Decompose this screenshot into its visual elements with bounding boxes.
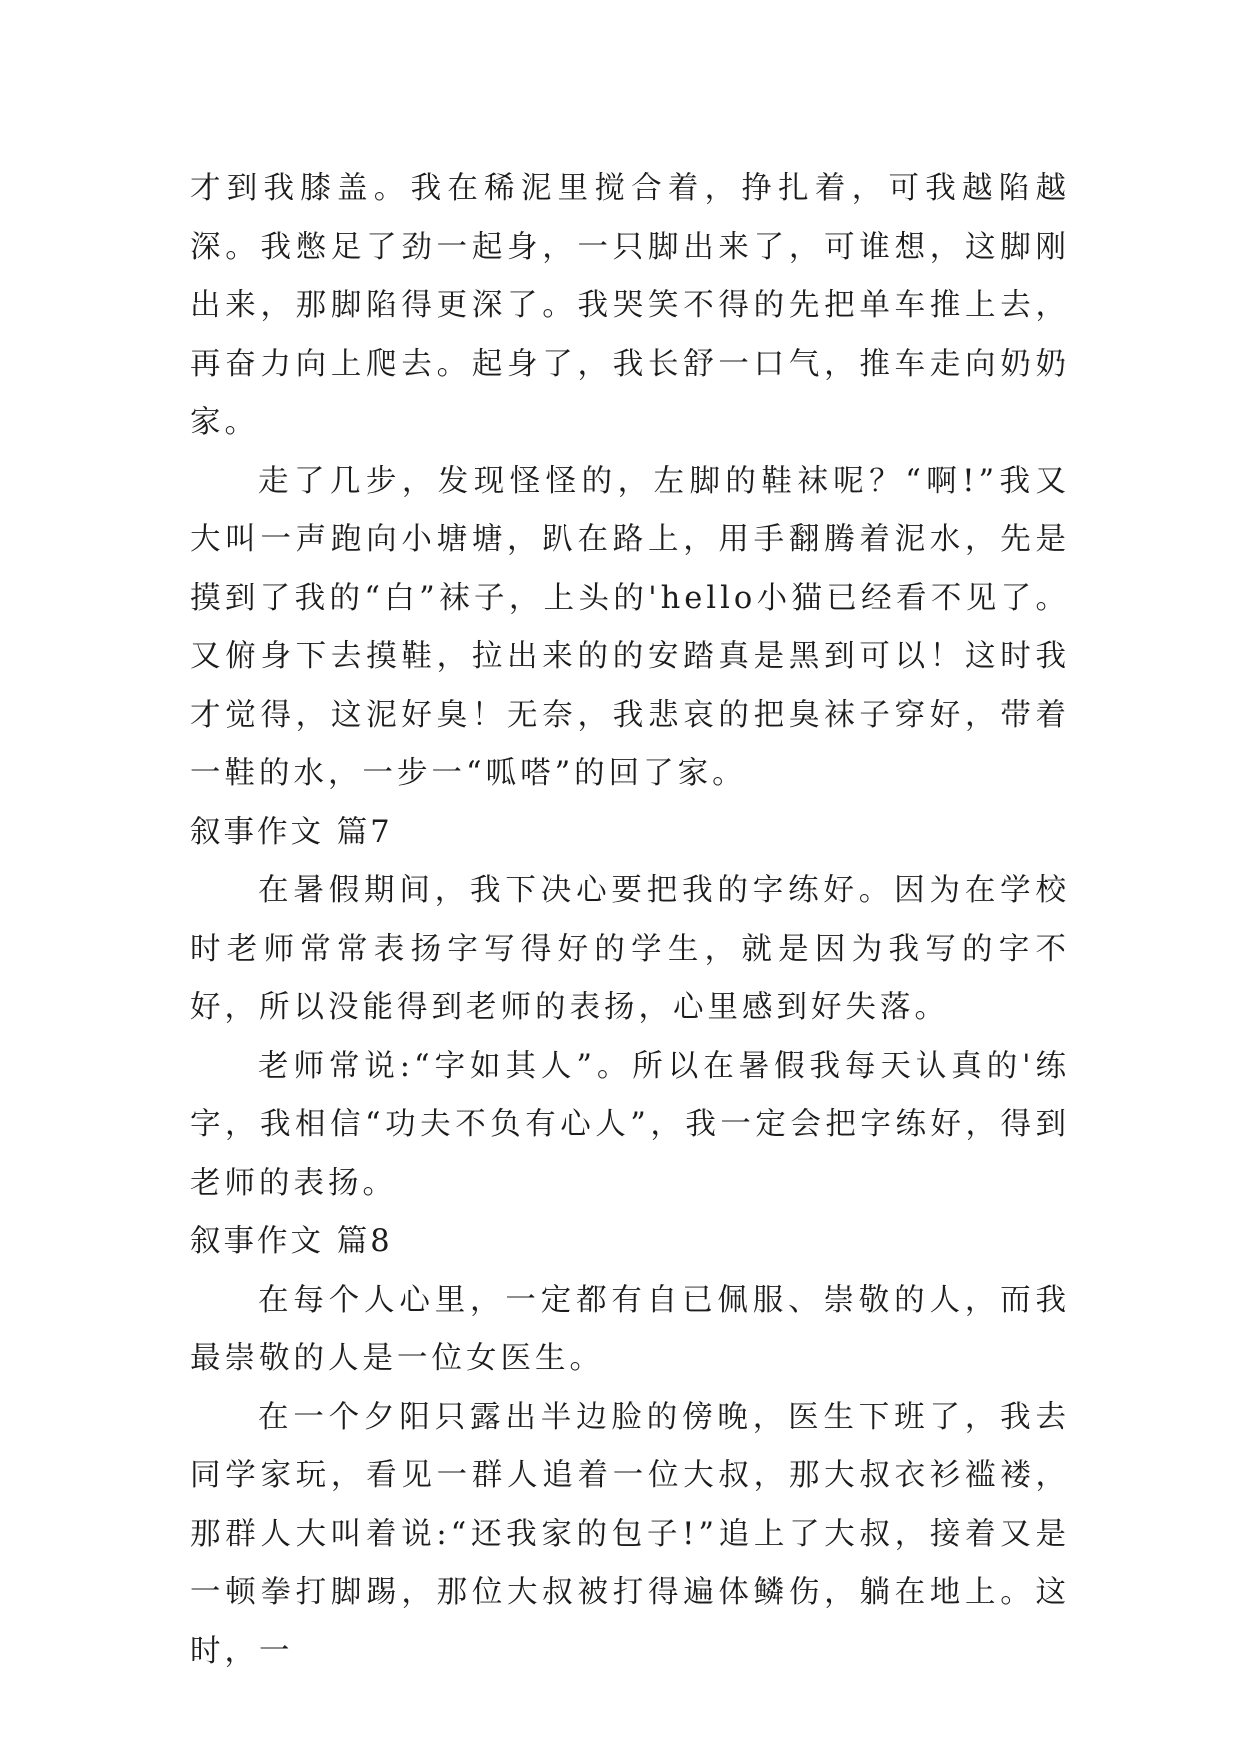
paragraph-admired-person: 在每个人心里，一定都有自已佩服、崇敬的人，而我最崇敬的人是一位女医生。 xyxy=(190,1282,1070,1376)
paragraph-lost-shoe: 走了几步，发现怪怪的，左脚的鞋袜呢？“啊!”我又大叫一声跑向小塘塘，趴在路上，用手翻腾着泥水，先是摸到了我的“白”袜子，上头的'hello小猫已经看不见了。又俯身下去摸鞋，拉出来的的安踏真是黑到可以！这时我才觉得，这泥好臭！无奈，我悲哀的把臭袜子穿好，带着一鞋的水，一步一“呱嗒”的回了家。 xyxy=(190,463,1070,791)
paragraph-continued: 才到我膝盖。我在稀泥里搅合着，挣扎着，可我越陷越深。我憋足了劲一起身，一只脚出来了，可谁想，这脚刚出来，那脚陷得更深了。我哭笑不得的先把单车推上去，再奋力向上爬去。起身了，我长舒一口气，推车走向奶奶家。 xyxy=(190,171,1070,440)
paragraph-practice-writing: 在暑假期间，我下决心要把我的字练好。因为在学校时老师常常表扬字写得好的学生，就是因为我写的字不好，所以没能得到老师的表扬，心里感到好失落。 xyxy=(190,873,1070,1025)
section-heading-8: 叙事作文 篇8 xyxy=(190,1224,393,1259)
section-heading-7: 叙事作文 篇7 xyxy=(190,814,393,850)
document-body xyxy=(190,160,1070,1681)
paragraph-evening-story: 在一个夕阳只露出半边脸的傍晚，医生下班了，我去同学家玩，看见一群人追着一位大叔，那大叔衣衫褴褛，那群人大叫着说:“还我家的包子!”追上了大叔，接着又是一顿拳打脚踢，那位大叔被打得遍体鳞伤，躺在地上。这时，一 xyxy=(190,1399,1070,1669)
paragraph-teacher-saying: 老师常说:“字如其人”。所以在暑假我每天认真的'练字，我相信“功夫不负有心人”，我一定会把字练好，得到老师的表扬。 xyxy=(190,1048,1070,1201)
